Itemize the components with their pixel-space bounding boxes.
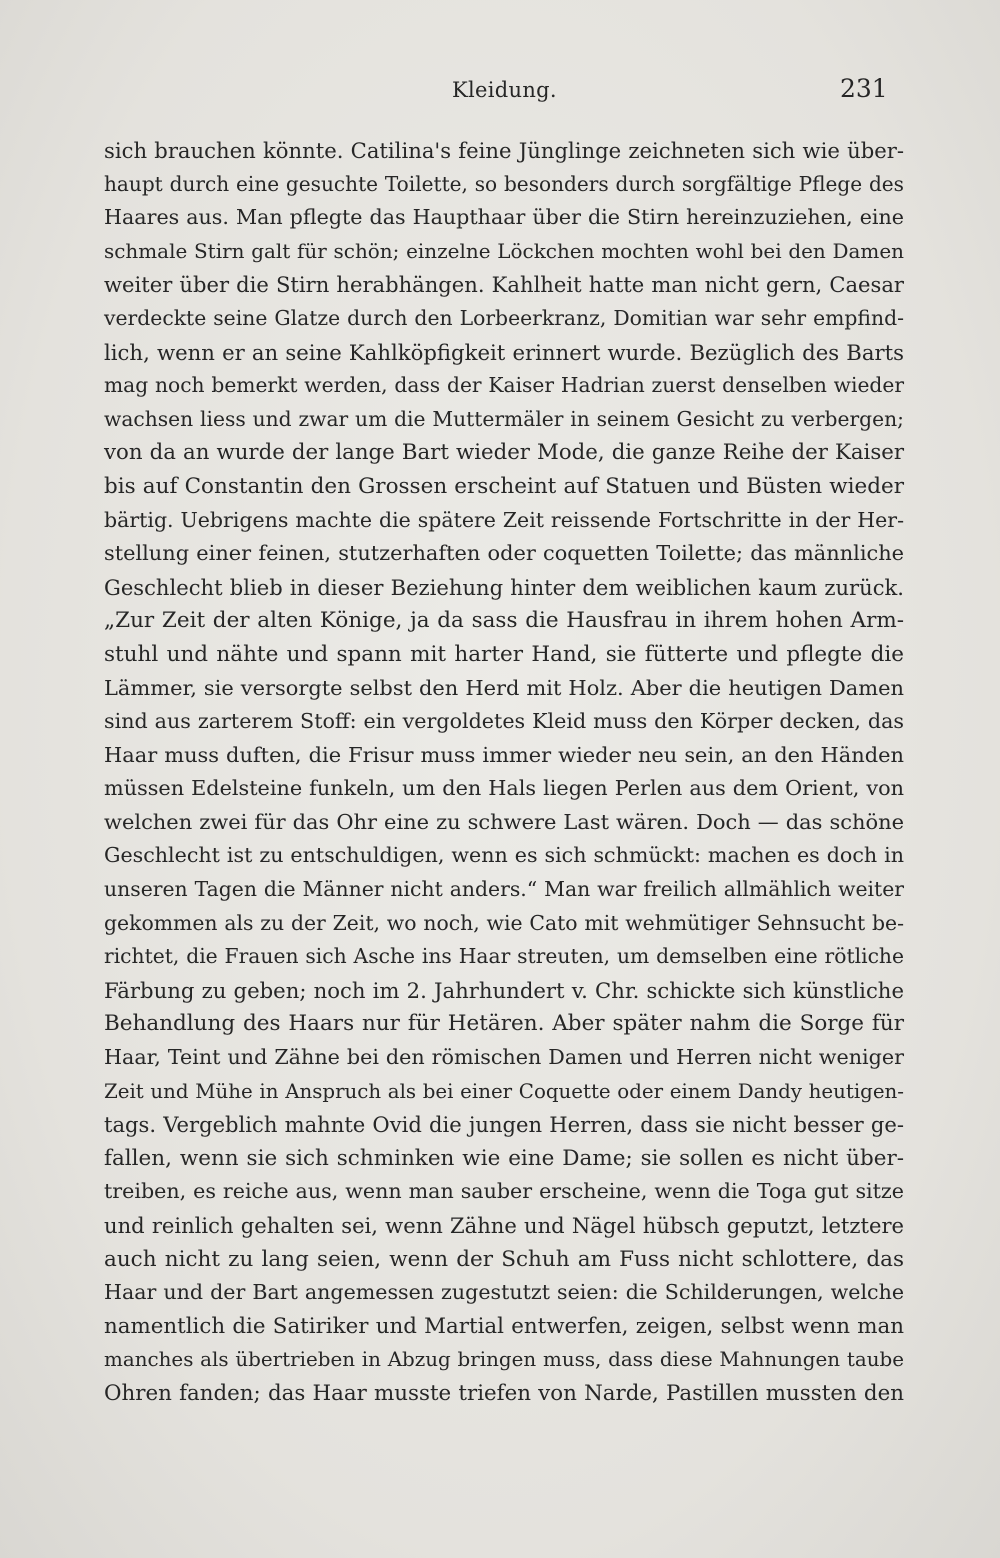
body-text	[104, 134, 904, 1411]
text-line: Zeit und Mühe in Anspruch als bei einer Coquette oder einem Dandy heutigen-	[104, 1079, 904, 1103]
text-line: „Zur Zeit der alten Könige, ja da sass die Hausfrau in ihrem hohen Arm-	[104, 608, 904, 634]
text-line: sich brauchen könnte. Catilina's feine Jünglinge zeichneten sich wie über-	[104, 138, 904, 163]
text-line: auch nicht zu lang seien, wenn der Schuh am Fuss nicht schlottere, das	[104, 1246, 904, 1272]
text-line: Geschlecht ist zu entschuldigen, wenn es sich schmückt: machen es doch in	[104, 843, 904, 868]
text-line: Lämmer, sie versorgte selbst den Herd mit Holz. Aber die heutigen Damen	[104, 675, 904, 700]
text-line: unseren Tagen die Männer nicht anders.“ Man war freilich allmählich weiter	[104, 877, 904, 902]
text-line: verdeckte seine Glatze durch den Lorbeerkranz, Domitian war sehr empfind-	[104, 305, 904, 330]
text-line: mag noch bemerkt werden, dass der Kaiser Hadrian zuerst denselben wieder	[104, 373, 904, 398]
text-line: bärtig. Uebrigens machte die spätere Zeit reissende Fortschritte in der Her-	[104, 507, 904, 532]
text-line: Geschlecht blieb in dieser Beziehung hinter dem weiblichen kaum zurück.	[104, 574, 904, 600]
text-line: lich, wenn er an seine Kahlköpfigkeit erinnert wurde. Bezüglich des Barts	[104, 339, 904, 365]
text-line: fallen, wenn sie sich schminken wie eine Dame; sie sollen es nicht über-	[104, 1145, 904, 1171]
running-head: Kleidung.	[452, 78, 557, 102]
text-line: schmale Stirn galt für schön; einzelne Löckchen mochten wohl bei den Damen	[104, 238, 904, 263]
text-line: manches als übertrieben in Abzug bringen muss, dass diese Mahnungen taube	[104, 1348, 904, 1372]
text-line: und reinlich gehalten sei, wenn Zähne und Nägel hübsch geputzt, letztere	[104, 1213, 904, 1238]
text-line: Ohren fanden; das Haar musste triefen von Narde, Pastillen mussten den	[104, 1380, 904, 1406]
page-number: 231	[840, 74, 888, 103]
text-line: haupt durch eine gesuchte Toilette, so besonders durch sorgfältige Pflege des	[104, 171, 904, 196]
text-line: Haares aus. Man pflegte das Haupthaar über die Stirn hereinzuziehen, eine	[104, 205, 904, 230]
text-line: welchen zwei für das Ohr eine zu schwere Last wären. Doch — das schöne	[104, 809, 904, 834]
text-line: namentlich die Satiriker und Martial entwerfen, zeigen, selbst wenn man	[104, 1313, 904, 1339]
text-line: Behandlung des Haars nur für Hetären. Aber später nahm die Sorge für	[104, 1011, 904, 1037]
text-line: bis auf Constantin den Grossen erscheint auf Statuen und Büsten wieder	[104, 473, 904, 499]
text-line: Haar und der Bart angemessen zugestutzt seien: die Schilderungen, welche	[104, 1280, 904, 1305]
text-line: von da an wurde der lange Bart wieder Mode, die ganze Reihe der Kaiser	[104, 440, 904, 466]
text-line: stuhl und nähte und spann mit harter Hand, sie fütterte und pflegte die	[104, 641, 904, 667]
text-line: weiter über die Stirn herabhängen. Kahlheit hatte man nicht gern, Caesar	[104, 272, 904, 298]
text-line: sind aus zarterem Stoff: ein vergoldetes Kleid muss den Körper decken, das	[104, 709, 904, 734]
text-line: gekommen als zu der Zeit, wo noch, wie Cato mit wehmütiger Sehnsucht be-	[104, 910, 904, 935]
text-line: Haar muss duften, die Frisur muss immer wieder neu sein, an den Händen	[104, 742, 904, 767]
text-line: Färbung zu geben; noch im 2. Jahrhundert v. Chr. schickte sich künstliche	[104, 977, 904, 1003]
text-line: tags. Vergeblich mahnte Ovid die jungen Herren, dass sie nicht besser ge-	[104, 1112, 904, 1138]
text-line: treiben, es reiche aus, wenn man sauber erscheine, wenn die Toga gut sitze	[104, 1179, 904, 1204]
text-line: wachsen liess und zwar um die Muttermäler in seinem Gesicht zu verbergen;	[104, 406, 904, 431]
text-line: stellung einer feinen, stutzerhaften oder coquetten Toilette; das männliche	[104, 541, 904, 566]
text-line: Haar, Teint und Zähne bei den römischen Damen und Herren nicht weniger	[104, 1045, 904, 1070]
text-line: richtet, die Frauen sich Asche ins Haar streuten, um demselben eine rötliche	[104, 944, 904, 969]
text-line: müssen Edelsteine funkeln, um den Hals liegen Perlen aus dem Orient, von	[104, 776, 904, 801]
